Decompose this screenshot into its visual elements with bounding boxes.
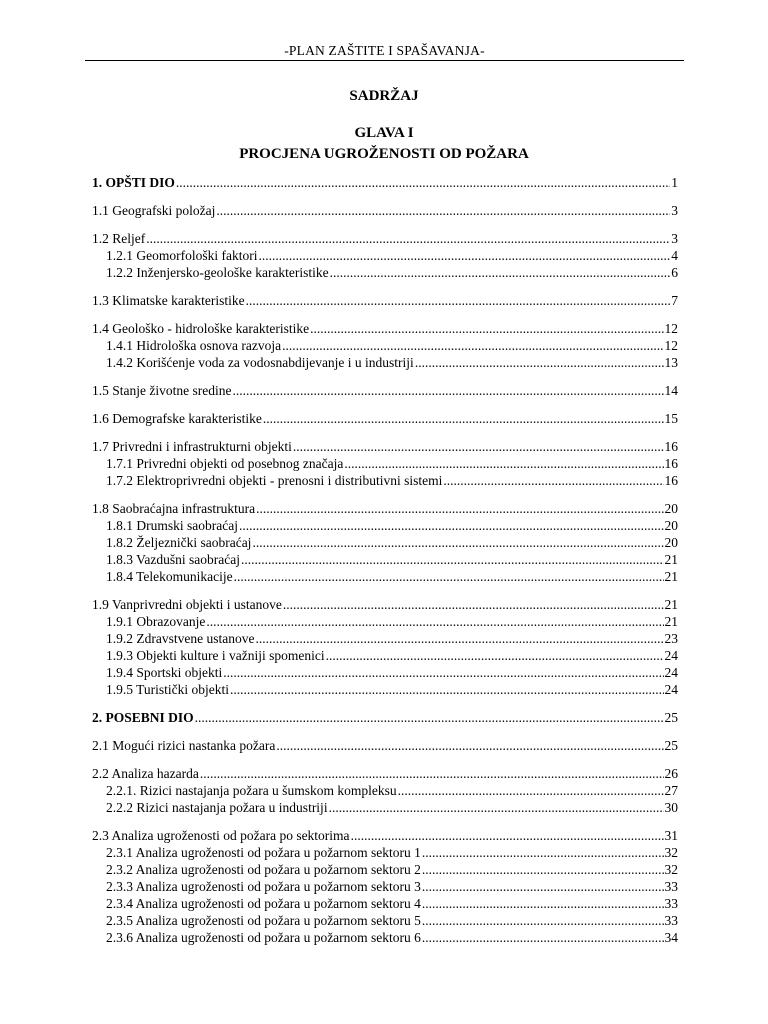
toc-entry[interactable]	[92, 845, 678, 862]
toc-dot-leader	[422, 879, 664, 895]
toc-entry[interactable]	[92, 439, 678, 456]
toc-entry[interactable]	[92, 518, 678, 535]
toc-entry-page: 3	[671, 231, 678, 246]
toc-entry-label: 2.1 Mogući rizici nastanka požara	[92, 738, 276, 753]
toc-entry-page: 16	[664, 473, 678, 488]
toc-entry[interactable]	[92, 456, 678, 473]
toc-entry[interactable]	[92, 175, 678, 192]
toc-entry-page: 32	[664, 862, 678, 877]
toc-dot-leader	[234, 569, 664, 585]
toc-dot-leader	[344, 456, 663, 472]
toc-entry-label: 2.3 Analiza ugroženosti od požara po sektorima	[92, 828, 350, 843]
toc-entry-label: 1.1 Geografski položaj	[92, 203, 216, 218]
toc-dot-leader	[216, 203, 670, 219]
toc-entry-page: 21	[664, 597, 678, 612]
toc-spacer	[92, 490, 678, 501]
toc-entry-page: 24	[664, 665, 678, 680]
toc-entry[interactable]	[92, 738, 678, 755]
toc-entry[interactable]	[92, 710, 678, 727]
toc-dot-leader	[398, 783, 664, 799]
toc-spacer	[92, 586, 678, 597]
toc-entry-label: 1.9.1 Obrazovanje	[106, 614, 206, 629]
toc-entry-label: 1.4.1 Hidrološka osnova razvoja	[106, 338, 282, 353]
toc-entry-label: 2.3.3 Analiza ugroženosti od požara u požarnom sektoru 3	[106, 879, 421, 894]
toc-entry-page: 12	[664, 321, 678, 336]
toc-dot-leader	[326, 648, 664, 664]
toc-entry-page: 20	[664, 501, 678, 516]
toc-entry[interactable]	[92, 552, 678, 569]
table-of-contents	[92, 175, 678, 947]
toc-entry-label: 1.9.4 Sportski objekti	[106, 665, 223, 680]
toc-entry[interactable]	[92, 248, 678, 265]
toc-entry-label: 1.7.1 Privredni objekti od posebnog značaja	[106, 456, 344, 471]
toc-dot-leader	[422, 930, 664, 946]
toc-entry-page: 26	[664, 766, 678, 781]
toc-dot-leader	[443, 473, 663, 489]
toc-entry[interactable]	[92, 597, 678, 614]
toc-dot-leader	[195, 710, 664, 726]
toc-entry-label: 2. POSEBNI DIO	[92, 710, 194, 725]
toc-entry-label: 2.3.1 Analiza ugroženosti od požara u požarnom sektoru 1	[106, 845, 421, 860]
toc-entry-label: 1.9 Vanprivredni objekti i ustanove	[92, 597, 282, 612]
toc-entry[interactable]	[92, 879, 678, 896]
toc-entry-label: 1.8.4 Telekomunikacije	[106, 569, 233, 584]
toc-dot-leader	[239, 518, 664, 534]
toc-entry[interactable]	[92, 535, 678, 552]
toc-entry-label: 2.2.1. Rizici nastajanja požara u šumskom kompleksu	[106, 783, 397, 798]
toc-dot-leader	[282, 338, 663, 354]
toc-dot-leader	[422, 845, 664, 861]
toc-entry-page: 4	[671, 248, 678, 263]
toc-entry-page: 12	[664, 338, 678, 353]
toc-entry-page: 34	[664, 930, 678, 945]
toc-entry-page: 20	[664, 518, 678, 533]
toc-entry-label: 1.7 Privredni i infrastrukturni objekti	[92, 439, 292, 454]
toc-entry-label: 1.7.2 Elektroprivredni objekti - prenosni i distributivni sistemi	[106, 473, 443, 488]
toc-entry-page: 16	[664, 439, 678, 454]
toc-spacer	[92, 220, 678, 231]
toc-entry-label: 1.5 Stanje životne sredine	[92, 383, 232, 398]
toc-entry-label: 2.2 Analiza hazarda	[92, 766, 199, 781]
toc-dot-leader	[146, 231, 670, 247]
toc-entry-page: 7	[671, 293, 678, 308]
toc-entry-page: 13	[664, 355, 678, 370]
toc-entry-page: 1	[671, 175, 678, 190]
toc-entry-page: 16	[664, 456, 678, 471]
toc-spacer	[92, 727, 678, 738]
toc-entry[interactable]	[92, 614, 678, 631]
toc-entry-page: 32	[664, 845, 678, 860]
toc-entry-label: 1. OPŠTI DIO	[92, 175, 175, 190]
toc-entry[interactable]	[92, 321, 678, 338]
toc-dot-leader	[246, 293, 671, 309]
toc-entry-page: 24	[664, 648, 678, 663]
toc-entry-page: 31	[664, 828, 678, 843]
chapter-title: PROCJENA UGROŽENOSTI OD POŽARA	[239, 146, 529, 162]
toc-entry-page: 25	[664, 738, 678, 753]
toc-spacer	[92, 372, 678, 383]
toc-entry-label: 1.2 Reljef	[92, 231, 146, 246]
toc-entry[interactable]	[92, 293, 678, 310]
toc-dot-leader	[293, 439, 664, 455]
toc-spacer	[92, 428, 678, 439]
toc-entry-label: 1.9.2 Zdravstvene ustanove	[106, 631, 255, 646]
toc-entry-page: 20	[664, 535, 678, 550]
toc-dot-leader	[255, 631, 663, 647]
toc-dot-leader	[351, 828, 664, 844]
toc-entry-page: 21	[664, 569, 678, 584]
toc-entry[interactable]	[92, 473, 678, 490]
toc-entry-page: 21	[664, 614, 678, 629]
toc-dot-leader	[310, 321, 663, 337]
running-header-text: -PLAN ZAŠTITE I SPAŠAVANJA-	[284, 43, 485, 58]
toc-entry-label: 2.3.4 Analiza ugroženosti od požara u požarnom sektoru 4	[106, 896, 421, 911]
toc-entry[interactable]	[92, 231, 678, 248]
toc-entry[interactable]	[92, 338, 678, 355]
chapter-number: GLAVA I	[354, 125, 414, 141]
toc-entry[interactable]	[92, 783, 678, 800]
toc-dot-leader	[283, 597, 664, 613]
toc-entry-label: 1.8.2 Željeznički saobraćaj	[106, 535, 252, 550]
toc-dot-leader	[330, 265, 671, 281]
toc-dot-leader	[223, 665, 663, 681]
toc-entry[interactable]	[92, 501, 678, 518]
toc-entry-label: 1.8 Saobraćajna infrastruktura	[92, 501, 256, 516]
toc-entry[interactable]	[92, 828, 678, 845]
toc-dot-leader	[422, 896, 664, 912]
toc-entry-page: 23	[664, 631, 678, 646]
toc-entry-page: 33	[664, 896, 678, 911]
toc-entry[interactable]	[92, 569, 678, 586]
toc-entry-page: 30	[664, 800, 678, 815]
toc-entry-page: 33	[664, 913, 678, 928]
toc-entry-label: 1.4.2 Korišćenje voda za vodosnabdijevanje i u industriji	[106, 355, 414, 370]
toc-entry[interactable]	[92, 682, 678, 699]
toc-entry-label: 1.9.3 Objekti kulture i važniji spomenici	[106, 648, 325, 663]
toc-entry[interactable]	[92, 913, 678, 930]
toc-entry[interactable]	[92, 383, 678, 400]
toc-dot-leader	[206, 614, 663, 630]
toc-entry[interactable]	[92, 800, 678, 817]
toc-dot-leader	[276, 738, 663, 754]
toc-entry-label: 1.9.5 Turistički objekti	[106, 682, 230, 697]
toc-spacer	[92, 699, 678, 710]
toc-dot-leader	[176, 175, 670, 191]
toc-spacer	[92, 310, 678, 321]
toc-dot-leader	[329, 800, 664, 816]
toc-entry-label: 2.3.2 Analiza ugroženosti od požara u požarnom sektoru 2	[106, 862, 421, 877]
toc-spacer	[92, 282, 678, 293]
toc-entry-page: 14	[664, 383, 678, 398]
toc-dot-leader	[252, 535, 663, 551]
running-header	[85, 40, 684, 61]
toc-dot-leader	[415, 355, 664, 371]
toc-entry-page: 27	[664, 783, 678, 798]
page-title: SADRŽAJ	[349, 88, 419, 104]
toc-entry[interactable]	[92, 930, 678, 947]
toc-dot-leader	[230, 682, 663, 698]
toc-dot-leader	[258, 248, 670, 264]
toc-entry[interactable]	[92, 766, 678, 783]
toc-entry[interactable]	[92, 665, 678, 682]
toc-spacer	[92, 817, 678, 828]
toc-entry-label: 1.3 Klimatske karakteristike	[92, 293, 245, 308]
toc-entry-label: 2.3.5 Analiza ugroženosti od požara u požarnom sektoru 5	[106, 913, 421, 928]
toc-entry-page: 25	[664, 710, 678, 725]
toc-entry-label: 1.2.1 Geomorfološki faktori	[106, 248, 258, 263]
toc-dot-leader	[256, 501, 663, 517]
toc-dot-leader	[232, 383, 663, 399]
toc-entry-label: 2.2.2 Rizici nastajanja požara u industriji	[106, 800, 328, 815]
toc-dot-leader	[200, 766, 664, 782]
toc-entry-page: 33	[664, 879, 678, 894]
toc-entry-page: 3	[671, 203, 678, 218]
toc-entry-page: 24	[664, 682, 678, 697]
toc-dot-leader	[241, 552, 664, 568]
toc-dot-leader	[422, 862, 664, 878]
toc-entry-page: 21	[664, 552, 678, 567]
toc-dot-leader	[263, 411, 664, 427]
toc-entry-page: 15	[664, 411, 678, 426]
toc-dot-leader	[422, 913, 664, 929]
toc-spacer	[92, 755, 678, 766]
toc-entry[interactable]	[92, 265, 678, 282]
toc-entry-label: 1.6 Demografske karakteristike	[92, 411, 262, 426]
toc-entry-label: 1.8.3 Vazdušni saobraćaj	[106, 552, 240, 567]
toc-entry[interactable]	[92, 896, 678, 913]
toc-entry-label: 1.2.2 Inženjersko-geološke karakteristike	[106, 265, 329, 280]
toc-entry-page: 6	[671, 265, 678, 280]
toc-entry-label: 1.4 Geološko - hidrološke karakteristike	[92, 321, 310, 336]
toc-spacer	[92, 400, 678, 411]
toc-entry[interactable]	[92, 862, 678, 879]
toc-entry-label: 1.8.1 Drumski saobraćaj	[106, 518, 238, 533]
toc-entry[interactable]	[92, 631, 678, 648]
toc-entry[interactable]	[92, 355, 678, 372]
toc-entry[interactable]	[92, 411, 678, 428]
toc-entry[interactable]	[92, 203, 678, 220]
toc-entry[interactable]	[92, 648, 678, 665]
toc-entry-label: 2.3.6 Analiza ugroženosti od požara u požarnom sektoru 6	[106, 930, 421, 945]
toc-spacer	[92, 192, 678, 203]
